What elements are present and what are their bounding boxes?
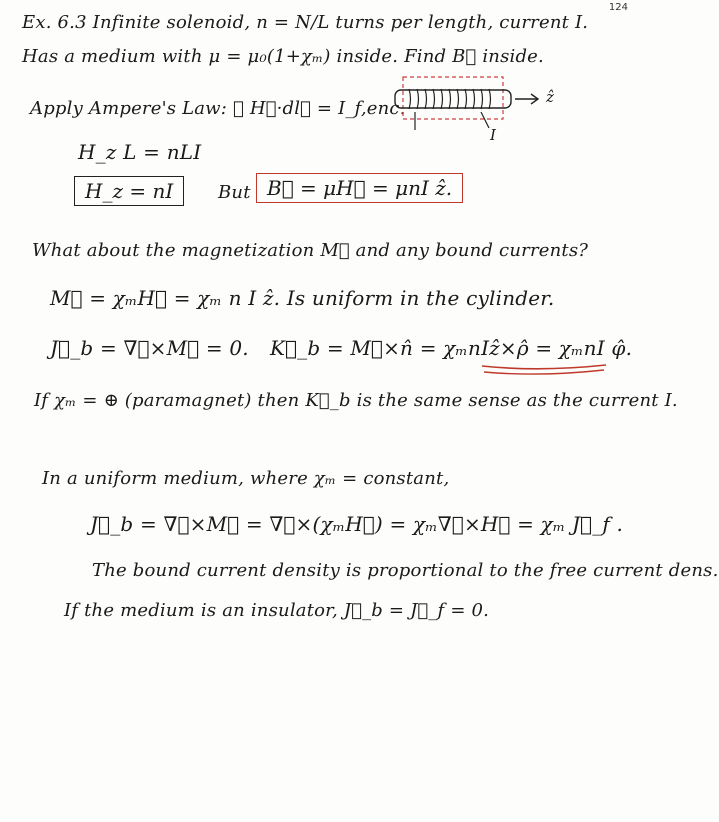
magnetization-line: M⃗ = χₘH⃗ = χₘ n I ẑ. Is uniform in the cylinder. (50, 286, 555, 310)
ampere-result: H_z L = nLI (78, 140, 202, 164)
proportional-statement: The bound current density is proportional to the free current dens. (92, 560, 719, 581)
bound-surface-current: K⃗_b = M⃗×n̂ = χₘnIẑ×ρ̂ = χₘnI φ̂. (270, 336, 633, 360)
insulator-line: If the medium is an insulator, J⃗_b = J⃗_f = 0. (64, 600, 490, 621)
red-underline (480, 362, 610, 376)
z-axis-label: ẑ (546, 88, 555, 106)
magnetization-question: What about the magnetization M⃗ and any bound currents? (32, 240, 589, 261)
current-label: I (490, 126, 497, 144)
h-field-box: H_z = nI (74, 176, 184, 206)
b-field-box: B⃗ = μH⃗ = μnI ẑ. (256, 173, 463, 203)
problem-statement: Has a medium with μ = μ₀(1+χₘ) inside. Find B⃗ inside. (22, 46, 544, 67)
bound-volume-current: J⃗_b = ∇⃗×M⃗ = 0. (50, 336, 249, 360)
page-number: 124 (608, 2, 628, 13)
curl-derivation: J⃗_b = ∇⃗×M⃗ = ∇⃗×(χₘH⃗) = χₘ∇⃗×H⃗ = χₘ J⃗_f . (90, 512, 624, 536)
example-heading: Ex. 6.3 Infinite solenoid, n = N/L turns per length, current I. (22, 12, 589, 33)
amperes-law-line: Apply Ampere's Law: ∮ H⃗·dl⃗ = I_f,enc. (30, 98, 406, 119)
uniform-medium-line: In a uniform medium, where χₘ = constant, (42, 468, 450, 489)
but-word: But (218, 182, 251, 203)
paramagnet-line: If χₘ = ⊕ (paramagnet) then K⃗_b is the same sense as the current I. (34, 390, 678, 411)
